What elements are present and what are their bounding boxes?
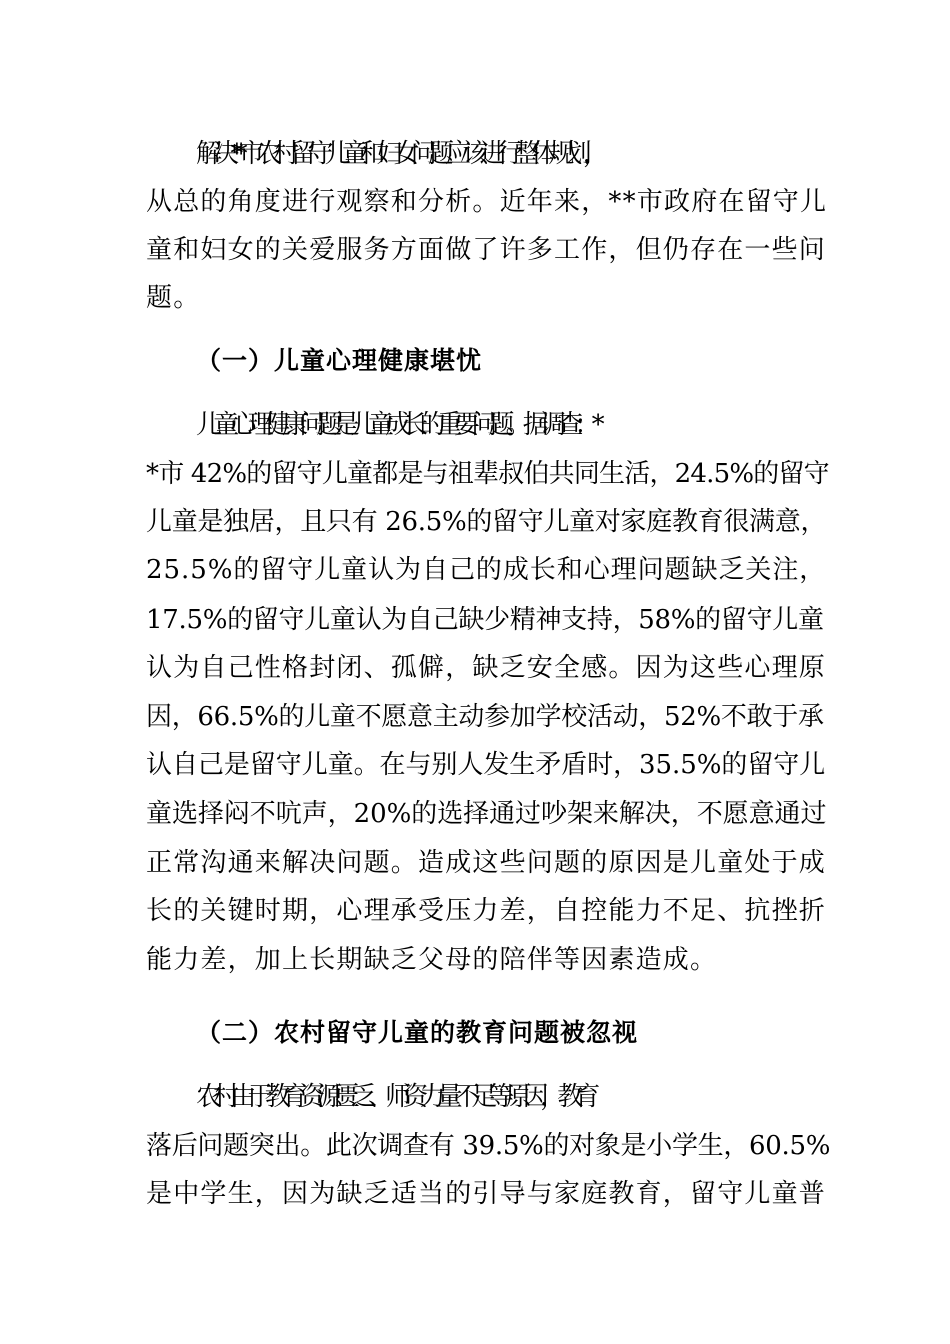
- paragraph-2-line-3: 儿童是独居，且只有 26.5%的留守儿童对家庭教育很满意，: [146, 507, 827, 537]
- paragraph-2-line-8: 认自己是留守儿童。在与别人发生矛盾时，35.5%的留守儿: [146, 750, 826, 780]
- paragraph-2-line-4: 25.5%的留守儿童认为自己的成长和心理问题缺乏关注，: [146, 555, 827, 585]
- paragraph-2-line-5: 17.5%的留守儿童认为自己缺少精神支持，58%的留守儿童: [146, 605, 824, 635]
- paragraph-2-line-11: 长的关键时期，心理承受压力差，自控能力不足、抗挫折: [146, 896, 827, 926]
- paragraph-1-line-4: 题。: [146, 283, 201, 313]
- section-heading-1: （一）儿童心理健康堪忧: [196, 346, 483, 375]
- section-heading-2: （二）农村留守儿童的教育问题被忽视: [196, 1018, 639, 1047]
- paragraph-2-line-9: 童选择闷不吭声，20%的选择通过吵架来解决，不愿意通过: [146, 799, 827, 829]
- paragraph-2-line-6: 认为自己性格封闭、孤僻，缺乏安全感。因为这些心理原: [146, 653, 827, 683]
- paragraph-2-line-12: 能力差，加上长期缺乏父母的陪伴等因素造成。: [146, 945, 718, 975]
- paragraph-1-line-2: 从总的角度进行观察和分析。近年来，**市政府在留守儿: [146, 187, 828, 217]
- paragraph-3-line-2: 落后问题突出。此次调查有 39.5%的对象是小学生，60.5%: [146, 1131, 831, 1161]
- paragraph-1-line-3: 童和妇女的关爱服务方面做了许多工作，但仍存在一些问: [146, 235, 827, 265]
- paragraph-2-line-10: 正常沟通来解决问题。造成这些问题的原因是儿童处于成: [146, 848, 827, 878]
- paragraph-2-line-2: *市 42%的留守儿童都是与祖辈叔伯共同生活，24.5%的留守: [146, 459, 829, 489]
- paragraph-3-line-1: 农村由于教育资源匮乏、师资力量不足等原因，教育: [196, 1082, 592, 1112]
- paragraph-1-line-1: 解决**市农村留守儿童和妇女问题应该进行整体规划，: [196, 139, 601, 169]
- paragraph-3-line-3: 是中学生，因为缺乏适当的引导与家庭教育，留守儿童普: [146, 1179, 827, 1209]
- paragraph-2-line-7: 因，66.5%的儿童不愿意主动参加学校活动，52%不敢于承: [146, 702, 824, 732]
- paragraph-2-line-1: 儿童心理健康问题是儿童成长的重要问题。据调查：*: [196, 410, 596, 440]
